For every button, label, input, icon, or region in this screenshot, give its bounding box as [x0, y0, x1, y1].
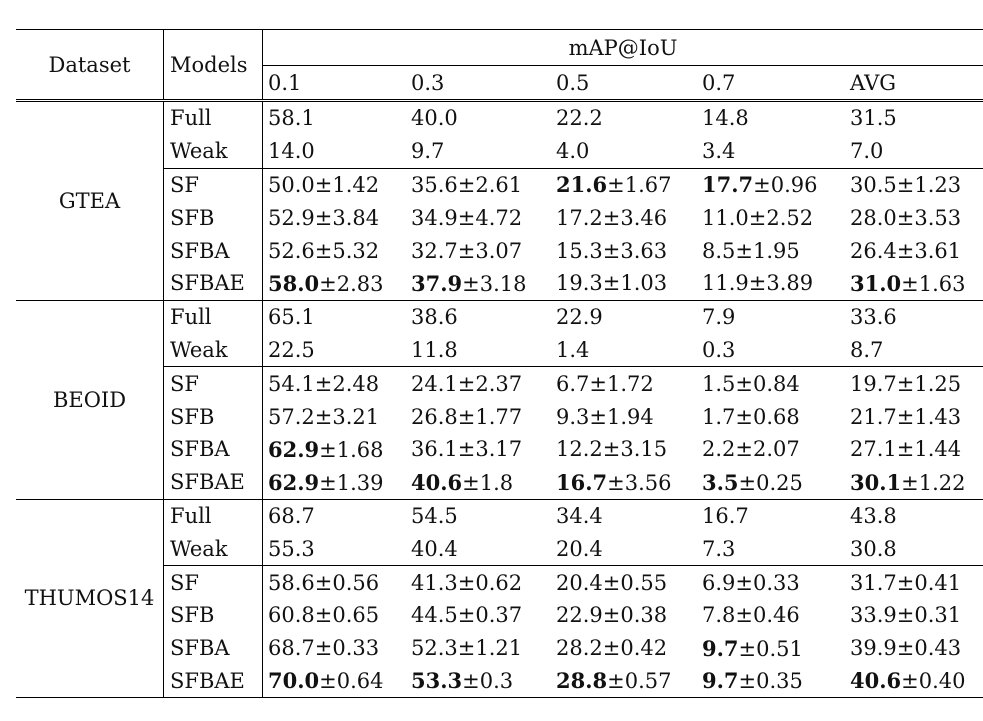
value-text: 60.8±0.65 [268, 603, 380, 628]
best-value: 70.0 [268, 668, 320, 694]
value-cell [263, 566, 407, 599]
value-cell [263, 499, 407, 532]
value-text: 34.4 [556, 503, 603, 528]
value-text: 7.8±0.46 [702, 603, 800, 628]
value-cell [697, 168, 845, 201]
model-name: SFBAE [164, 267, 263, 300]
value-cell [551, 400, 697, 433]
threshold-header-0.5: 0.5 [556, 70, 590, 95]
value-cell [845, 532, 983, 565]
value-cell [406, 566, 551, 599]
value-cell [697, 300, 845, 333]
value-cell [551, 665, 697, 698]
model-name: Full [164, 300, 263, 333]
value-text: 31.5 [850, 106, 897, 131]
value-text: 8.5±1.95 [702, 238, 800, 263]
value-cell [697, 599, 845, 632]
model-name: SFBA [164, 433, 263, 466]
best-value: 53.3 [411, 668, 463, 694]
value-cell [845, 101, 983, 135]
value-cell [551, 499, 697, 532]
value-text: 19.7±1.25 [850, 371, 962, 396]
value-cell [697, 267, 845, 300]
value-text: ±0.35 [738, 669, 803, 694]
value-text: ±2.83 [319, 271, 384, 296]
best-value: 16.7 [556, 469, 608, 495]
value-cell [406, 532, 551, 565]
value-cell [551, 599, 697, 632]
value-cell [845, 267, 983, 300]
value-text: 54.1±2.48 [268, 371, 380, 396]
value-text: 58.1 [268, 106, 315, 131]
value-cell [551, 267, 697, 300]
value-cell [845, 135, 983, 168]
dataset-header: Dataset [16, 30, 164, 101]
value-cell [406, 433, 551, 466]
value-cell [697, 566, 845, 599]
value-text: 11.8 [411, 337, 458, 362]
value-text: 33.6 [850, 305, 897, 330]
value-cell [406, 665, 551, 698]
best-value: 31.0 [850, 270, 902, 296]
value-cell [845, 665, 983, 698]
value-cell [406, 499, 551, 532]
model-name: SF [164, 566, 263, 599]
value-text: ±0.25 [738, 470, 803, 495]
value-text: 22.9 [556, 305, 603, 330]
value-text: 43.8 [850, 503, 897, 528]
value-cell [845, 334, 983, 367]
value-text: ±0.51 [738, 636, 803, 661]
value-cell [263, 234, 407, 267]
value-cell [551, 532, 697, 565]
value-text: 65.1 [268, 305, 315, 330]
value-cell [406, 267, 551, 300]
value-cell [551, 168, 697, 201]
value-cell [697, 101, 845, 135]
value-cell [845, 466, 983, 499]
value-text: 20.4±0.55 [556, 570, 668, 595]
value-cell [406, 168, 551, 201]
value-text: 19.3±1.03 [556, 271, 668, 296]
value-text: 38.6 [411, 305, 458, 330]
value-text: 24.1±2.37 [411, 371, 523, 396]
value-cell [406, 300, 551, 333]
value-text: 14.8 [702, 106, 749, 131]
results-table [16, 29, 983, 698]
value-cell [697, 201, 845, 234]
value-cell [406, 135, 551, 168]
value-text: 58.6±0.56 [268, 570, 380, 595]
header-row-1 [16, 30, 983, 66]
value-text: ±3.56 [607, 470, 672, 495]
value-text: 0.3 [702, 337, 736, 362]
value-cell [697, 433, 845, 466]
value-cell [697, 632, 845, 665]
table-body [16, 101, 983, 698]
value-cell [263, 334, 407, 367]
threshold-header-0.3: 0.3 [411, 70, 445, 95]
value-cell [551, 433, 697, 466]
best-value: 62.9 [268, 436, 320, 462]
value-text: 27.1±1.44 [850, 437, 962, 462]
value-cell [263, 101, 407, 135]
value-text: 7.0 [850, 139, 884, 164]
value-text: 50.0±1.42 [268, 172, 380, 197]
value-text: 1.7±0.68 [702, 404, 800, 429]
value-cell [551, 201, 697, 234]
value-cell [406, 400, 551, 433]
value-text: 8.7 [850, 337, 884, 362]
value-text: 26.4±3.61 [850, 238, 962, 263]
value-text: 40.0 [411, 106, 458, 131]
value-cell [263, 300, 407, 333]
value-cell [263, 267, 407, 300]
value-cell [697, 367, 845, 400]
value-cell [845, 234, 983, 267]
value-text: 31.7±0.41 [850, 570, 962, 595]
value-text: 40.4 [411, 536, 458, 561]
value-text: ±0.57 [607, 669, 672, 694]
best-value: 17.7 [702, 172, 754, 198]
value-text: 33.9±0.31 [850, 603, 962, 628]
best-value: 30.1 [850, 469, 902, 495]
model-name: SFBAE [164, 466, 263, 499]
value-cell [697, 665, 845, 698]
model-name: Full [164, 101, 263, 135]
value-text: 39.9±0.43 [850, 636, 962, 661]
best-value: 62.9 [268, 469, 320, 495]
model-name: SFBA [164, 234, 263, 267]
best-value: 28.8 [556, 668, 608, 694]
model-name: Full [164, 499, 263, 532]
best-value: 40.6 [850, 668, 902, 694]
value-text: ±1.63 [901, 271, 966, 296]
dataset-name: BEOID [16, 300, 164, 499]
table-header [16, 30, 983, 101]
value-text: ±3.18 [462, 271, 527, 296]
value-text: ±0.96 [753, 173, 818, 198]
value-text: 32.7±3.07 [411, 238, 523, 263]
value-text: 41.3±0.62 [411, 570, 523, 595]
value-cell [551, 466, 697, 499]
value-text: 22.9±0.38 [556, 603, 668, 628]
value-cell [697, 466, 845, 499]
best-value: 9.7 [702, 668, 739, 694]
value-text: ±1.22 [901, 470, 966, 495]
value-text: 68.7 [268, 503, 315, 528]
value-cell [845, 168, 983, 201]
value-cell [551, 632, 697, 665]
value-text: 3.4 [702, 139, 736, 164]
models-header: Models [164, 30, 263, 101]
model-name: Weak [164, 135, 263, 168]
value-cell [406, 632, 551, 665]
value-text: ±1.39 [319, 470, 384, 495]
value-cell [845, 499, 983, 532]
value-text: 1.4 [556, 337, 590, 362]
value-text: 28.0±3.53 [850, 205, 962, 230]
value-cell [406, 466, 551, 499]
value-text: 35.6±2.61 [411, 172, 523, 197]
threshold-header-0.1: 0.1 [268, 70, 302, 95]
model-name: SF [164, 367, 263, 400]
best-value: 37.9 [411, 270, 463, 296]
value-cell [845, 599, 983, 632]
value-cell [845, 632, 983, 665]
value-text: 44.5±0.37 [411, 603, 523, 628]
value-cell [406, 201, 551, 234]
value-text: 7.3 [702, 536, 736, 561]
value-text: 22.5 [268, 337, 315, 362]
value-text: ±0.40 [901, 669, 966, 694]
table-row [16, 101, 983, 135]
value-text: 34.9±4.72 [411, 205, 523, 230]
value-cell [551, 300, 697, 333]
value-cell [845, 201, 983, 234]
value-text: 26.8±1.77 [411, 404, 523, 429]
value-text: ±0.3 [462, 669, 514, 694]
value-text: 54.5 [411, 503, 458, 528]
value-cell [263, 532, 407, 565]
value-cell [845, 300, 983, 333]
best-value: 40.6 [411, 469, 463, 495]
value-cell [845, 566, 983, 599]
value-text: 68.7±0.33 [268, 636, 380, 661]
value-text: 11.9±3.89 [702, 271, 814, 296]
model-name: SF [164, 168, 263, 201]
value-text: 6.7±1.72 [556, 371, 654, 396]
value-cell [551, 566, 697, 599]
dataset-name: THUMOS14 [16, 499, 164, 698]
value-text: 11.0±2.52 [702, 205, 814, 230]
value-text: ±0.64 [319, 669, 384, 694]
value-text: 52.3±1.21 [411, 636, 523, 661]
value-cell [551, 101, 697, 135]
model-name: SFBAE [164, 665, 263, 698]
value-text: 52.9±3.84 [268, 205, 380, 230]
metric-header: mAP@IoU [263, 30, 983, 66]
value-cell [263, 135, 407, 168]
value-text: 30.8 [850, 536, 897, 561]
value-text: 6.9±0.33 [702, 570, 800, 595]
value-text: 16.7 [702, 503, 749, 528]
value-text: 9.3±1.94 [556, 404, 654, 429]
value-cell [263, 599, 407, 632]
value-cell [263, 665, 407, 698]
value-text: ±1.8 [462, 470, 514, 495]
value-text: 22.2 [556, 106, 603, 131]
model-name: SFB [164, 201, 263, 234]
value-cell [551, 367, 697, 400]
model-name: SFB [164, 599, 263, 632]
best-value: 9.7 [702, 635, 739, 661]
value-cell [845, 367, 983, 400]
value-text: 52.6±5.32 [268, 238, 380, 263]
value-cell [697, 532, 845, 565]
value-text: 1.5±0.84 [702, 371, 800, 396]
best-value: 3.5 [702, 469, 739, 495]
value-cell [406, 367, 551, 400]
value-text: 9.7 [411, 139, 445, 164]
value-text: 57.2±3.21 [268, 404, 380, 429]
value-cell [263, 367, 407, 400]
value-text: 12.2±3.15 [556, 437, 668, 462]
value-cell [845, 400, 983, 433]
value-cell [551, 334, 697, 367]
model-name: SFB [164, 400, 263, 433]
value-cell [551, 234, 697, 267]
threshold-header-avg: AVG [850, 70, 897, 95]
table-row [16, 499, 983, 532]
value-cell [263, 433, 407, 466]
value-cell [697, 499, 845, 532]
threshold-header-0.7: 0.7 [702, 70, 736, 95]
value-text: ±1.68 [319, 437, 384, 462]
value-cell [263, 400, 407, 433]
value-cell [406, 101, 551, 135]
value-text: 28.2±0.42 [556, 636, 668, 661]
best-value: 21.6 [556, 172, 608, 198]
value-text: 17.2±3.46 [556, 205, 668, 230]
value-cell [263, 466, 407, 499]
value-text: 20.4 [556, 536, 603, 561]
value-cell [263, 201, 407, 234]
value-cell [551, 135, 697, 168]
value-text: 21.7±1.43 [850, 404, 962, 429]
value-cell [263, 632, 407, 665]
value-cell [406, 599, 551, 632]
table-row [16, 300, 983, 333]
value-cell [845, 433, 983, 466]
value-cell [263, 168, 407, 201]
value-cell [697, 334, 845, 367]
value-cell [697, 400, 845, 433]
model-name: SFBA [164, 632, 263, 665]
value-cell [406, 234, 551, 267]
model-name: Weak [164, 532, 263, 565]
model-name: Weak [164, 334, 263, 367]
value-text: 30.5±1.23 [850, 172, 962, 197]
value-text: 15.3±3.63 [556, 238, 668, 263]
results-table-container [16, 29, 983, 698]
value-cell [697, 135, 845, 168]
best-value: 58.0 [268, 270, 320, 296]
value-text: 55.3 [268, 536, 315, 561]
value-text: 4.0 [556, 139, 590, 164]
dataset-name: GTEA [16, 101, 164, 301]
value-text: 7.9 [702, 305, 736, 330]
value-text: 14.0 [268, 139, 315, 164]
value-text: 2.2±2.07 [702, 437, 800, 462]
value-cell [406, 334, 551, 367]
value-text: 36.1±3.17 [411, 437, 523, 462]
value-cell [697, 234, 845, 267]
value-text: ±1.67 [607, 173, 672, 198]
